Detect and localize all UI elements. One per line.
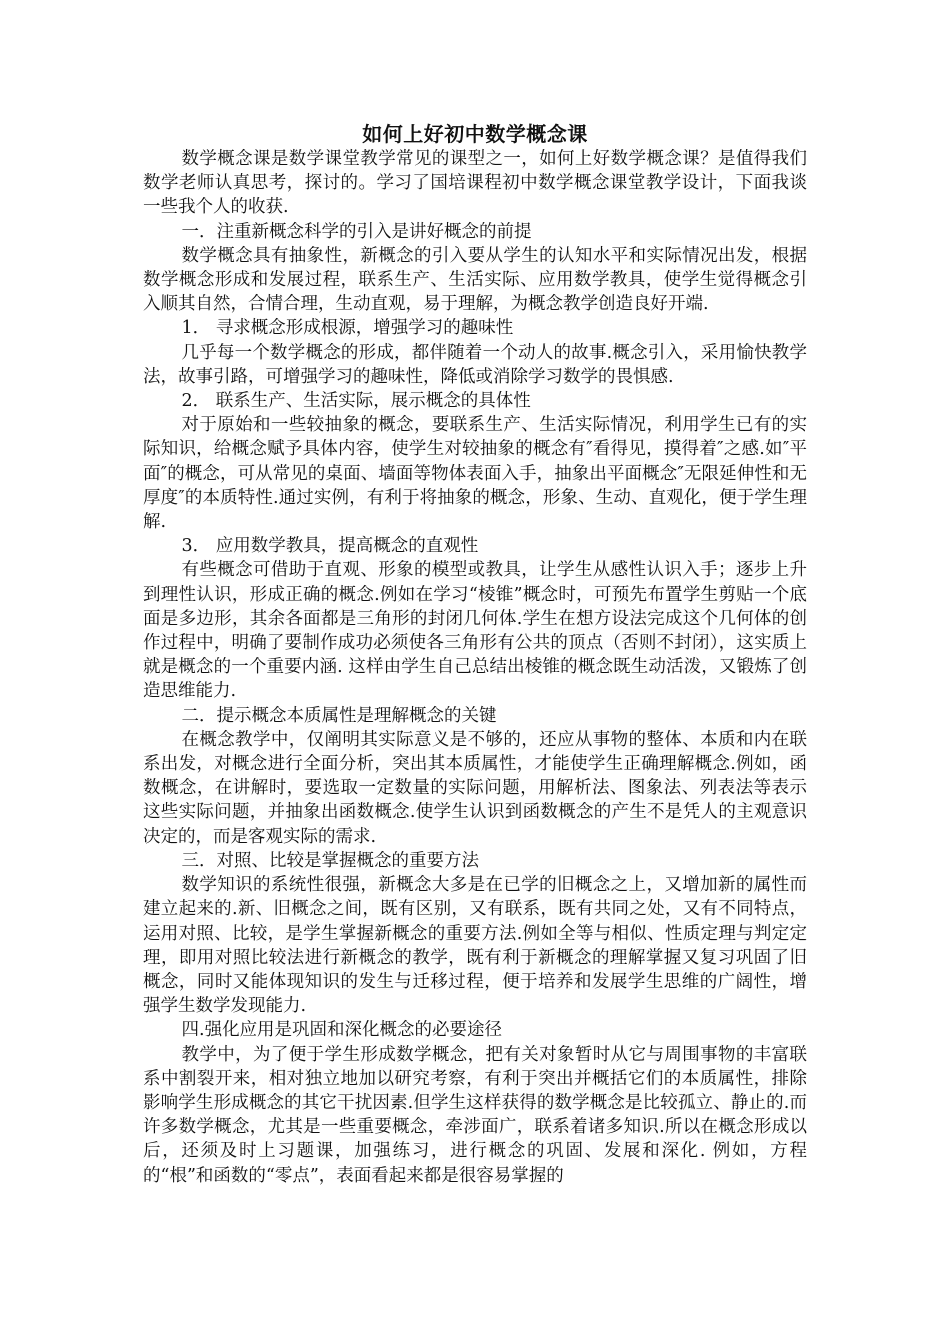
section-3-paragraph: 数学知识的系统性很强，新概念大多是在已学的旧概念之上，又增加新的属性而建立起来的.新、旧概念之间，既有区别，又有联系，既有共同之处，又有不同特点，运用对照、比较，是学生掌握新概念的重要方法.例如全等与相似、性质定理与判定定理，即用对照比较法进行新概念的教学，既有利于新概念的理解掌握又复习巩固了旧概念，同时又能体现知识的发生与迁移过程，便于培养和发展学生思维的广阔性，增强学生数学发现能力. xyxy=(143,875,807,1017)
subsection-1-3-paragraph: 有些概念可借助于直观、形象的模型或教具，让学生从感性认识入手；逐步上升到理性认识，形成正确的概念.例如在学习“棱锥”概念时，可预先布置学生剪贴一个底面是多边形，其余各面都是三角形的封闭几何体.学生在想方设法完成这个几何体的创作过程中，明确了要制作成功必须使各三角形有公共的顶点（否则不封闭），这实质上就是概念的一个重要内涵. 这样由学生自己总结出棱锥的概念既生动活泼，又锻炼了创造思维能力. xyxy=(143,560,807,702)
subheading-1-2: 2． 联系生产、生活实际，展示概念的具体性 xyxy=(181,391,531,412)
section-4-paragraph: 教学中，为了便于学生形成数学概念，把有关对象暂时从它与周围事物的丰富联系中割裂开来，相对独立地加以研究考察，有利于突出并概括它们的本质属性，排除影响学生形成概念的其它干扰因素.但学生这样获得的数学概念是比较孤立、静止的.而许多数学概念，尤其是一些重要概念，牵涉面广，联系着诸多知识.所以在概念形成以后，还须及时上习题课，加强练习，进行概念的巩固、发展和深化. 例如，方程的“根”和函数的“零点”，表面看起来都是很容易掌握的 xyxy=(143,1044,807,1186)
subsection-1-2-paragraph: 对于原始和一些较抽象的概念，要联系生产、生活实际情况，利用学生已有的实际知识，给概念赋予具体内容，使学生对较抽象的概念有″看得见，摸得着″之感.如″平面″的概念，可从常见的桌面、墙面等物体表面入手，抽象出平面概念″无限延伸性和无厚度″的本质特性.通过实例，有利于将抽象的概念，形象、生动、直观化，便于学生理解. xyxy=(143,415,807,533)
section-heading-4: 四.强化应用是巩固和深化概念的必要途径 xyxy=(181,1020,503,1041)
subheading-1-1: 1． 寻求概念形成根源，增强学习的趣味性 xyxy=(181,318,514,339)
section-heading-3: 三．对照、比较是掌握概念的重要方法 xyxy=(181,850,479,871)
intro-paragraph: 数学概念课是数学课堂教学常见的课型之一，如何上好数学概念课？是值得我们数学老师认真思考，探讨的。学习了国培课程初中数学概念课堂教学设计，下面我谈一些我个人的收获. xyxy=(143,149,807,218)
section-2-paragraph: 在概念教学中，仅阐明其实际意义是不够的，还应从事物的整体、本质和内在联系出发，对概念进行全面分析，突出其本质属性，才能使学生正确理解概念.例如，函数概念，在讲解时，要选取一定数量的实际问题，用解析法、图象法、列表法等表示这些实际问题，并抽象出函数概念.使学生认识到函数概念的产生不是凭人的主观意识决定的，而是客观实际的需求. xyxy=(143,729,807,847)
subheading-1-3: 3． 应用数学教具，提高概念的直观性 xyxy=(181,536,479,557)
section-1-paragraph: 数学概念具有抽象性，新概念的引入要从学生的认知水平和实际情况出发，根据数学概念形成和发展过程，联系生产、生活实际、应用数学教具，使学生觉得概念引入顺其自然，合情合理，生动直观，易于理解，为概念教学创造良好开端. xyxy=(143,245,807,315)
subsection-1-1-paragraph: 几乎每一个数学概念的形成，都伴随着一个动人的故事.概念引入，采用愉快教学法，故事引路，可增强学习的趣味性，降低或消除学习数学的畏惧感. xyxy=(143,342,807,387)
document-title: 如何上好初中数学概念课 xyxy=(362,122,588,146)
section-heading-1: 一．注重新概念科学的引入是讲好概念的前提 xyxy=(181,221,532,242)
section-heading-2: 二．提示概念本质属性是理解概念的关键 xyxy=(181,705,497,726)
document-body xyxy=(143,121,807,1188)
